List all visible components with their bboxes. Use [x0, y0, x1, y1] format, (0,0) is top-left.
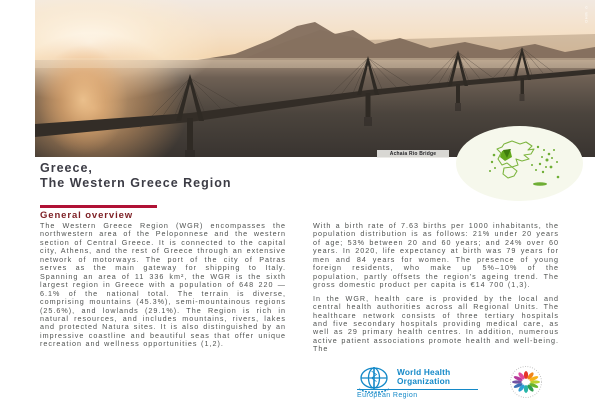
paragraph: The Western Greece Region (WGR) encompasses the northwestern area of the Peloponnese and the western section of Central Greece. It is connected to the capital city, Athens, and the rest of Greece through an extensive network of motorways. The port of the city of Patras serves as the main gateway for shipping to Italy. Spanning an area of 11 336 km², the WGR is the sixth largest region in Greece with a population of 648 220 — 6.1% of the national total. The terrain is diverse, comprising mountains (45.3%), semi-mountainous regions (25.6%), and lowlands (29.1%). The Region is rich in natural resources, and includes mountains, rivers, lakes and protected Natura sites. It is also distinguished by an impressive coastline and beautiful seas that offer unique recreation and wellness opportunities (1,2).	[40, 221, 286, 349]
who-region-label: European Region	[357, 391, 418, 399]
paragraph: With a birth rate of 7.63 births per 1000 inhabitants, the population distribution is as follows: 21% under 20 years of age; 53% between 20 and 60 years; and 24% over 60 years. In 2020, life expectancy at birth was 79 years for men and 84 years for women. The presence of young foreign residents, who make up 5%–10% of the population, partly offsets the region's ageing trend. The gross domestic product per capita is €14 700 (1,3).	[313, 221, 559, 290]
paragraph: In the WGR, health care is provided by the local and central health authorities across all Regional Units. The healthcare network consists of three tertiary hospitals and five secondary hospitals providing medical care, as well as 29 primary health centres. In addition, numerous active patient associations promote health and well-being. The	[313, 293, 559, 354]
page-title	[40, 161, 232, 190]
who-logo-rule	[357, 389, 478, 390]
body-column-left	[40, 222, 286, 349]
section-heading: General overview	[40, 209, 134, 221]
regions-for-health-network-logo	[502, 364, 550, 400]
page-title-line1: Greece,	[40, 161, 93, 175]
photo-caption: Achaia Rio Bridge	[377, 150, 449, 158]
rhn-petal-icon	[502, 364, 550, 400]
photo-credit: © WHO	[584, 5, 589, 24]
greece-map-icon	[474, 137, 566, 191]
greece-map-badge	[456, 126, 583, 201]
who-logo	[356, 366, 526, 400]
who-logo-text: World Health Organization	[397, 367, 451, 386]
page-title-line2: The Western Greece Region	[40, 175, 232, 190]
section-rule	[40, 205, 157, 208]
body-column-right	[313, 222, 559, 354]
